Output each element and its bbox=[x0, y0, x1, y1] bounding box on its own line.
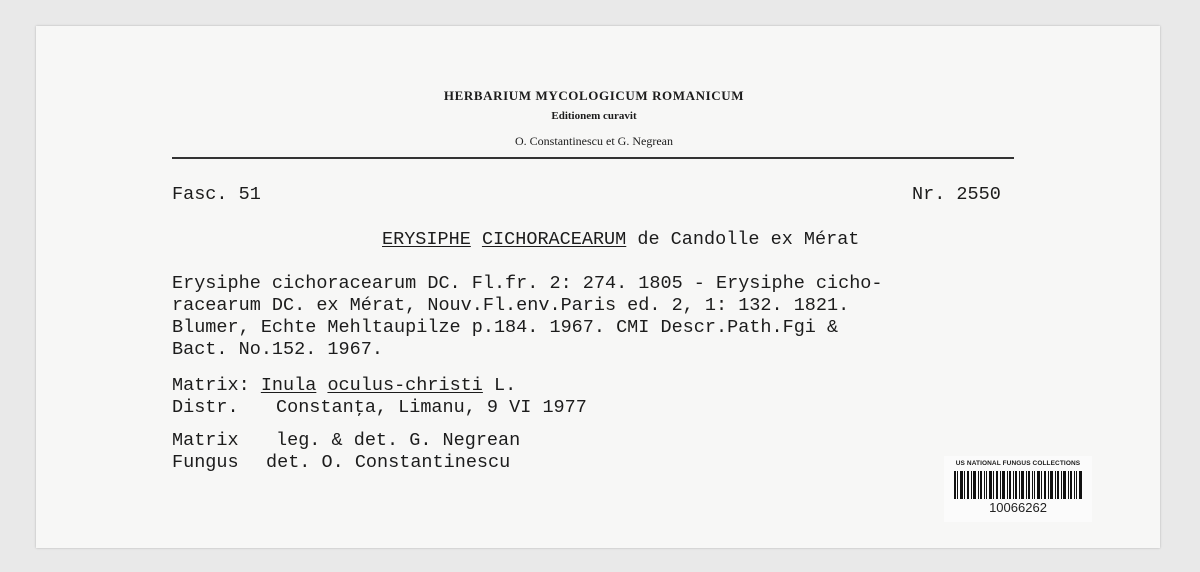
reference-line: racearum DC. ex Mérat, Nouv.Fl.env.Paris ed. 2, 1: 132. 1821. bbox=[172, 295, 850, 316]
species-authority: de Candolle ex Mérat bbox=[637, 229, 860, 250]
fungus-value: det. O. Constantinescu bbox=[266, 452, 511, 473]
host-author: L. bbox=[494, 375, 517, 396]
matrix-label: Matrix: bbox=[172, 375, 250, 396]
herbarium-editors: O. Constantinescu et G. Negrean bbox=[515, 134, 673, 148]
species-epithet: CICHORACEARUM bbox=[481, 229, 627, 250]
distribution-label: Distr. bbox=[172, 397, 239, 418]
fascicle-number: Fasc. 51 bbox=[172, 184, 261, 205]
exsiccata-number: Nr. 2550 bbox=[912, 184, 1001, 205]
barcode-number: 10066262 bbox=[989, 500, 1047, 515]
barcode-icon bbox=[954, 471, 1082, 499]
host-epithet: oculus-christi bbox=[327, 375, 483, 396]
collector-value: leg. & det. G. Negrean bbox=[276, 430, 521, 451]
collector-label: Matrix bbox=[172, 430, 239, 451]
fungus-label: Fungus bbox=[172, 452, 239, 473]
species-name bbox=[382, 229, 859, 250]
barcode-label bbox=[944, 456, 1092, 522]
species-genus: ERYSIPHE bbox=[382, 229, 471, 250]
host-genus: Inula bbox=[260, 375, 317, 396]
herbarium-subtitle: Editionem curavit bbox=[551, 110, 637, 122]
matrix-line bbox=[172, 375, 516, 396]
reference-line: Bact. No.152. 1967. bbox=[172, 339, 383, 360]
barcode-institution: US NATIONAL FUNGUS COLLECTIONS bbox=[955, 460, 1081, 467]
header-divider bbox=[172, 157, 1014, 159]
reference-line: Erysiphe cichoracearum DC. Fl.fr. 2: 274. 1805 - Erysiphe cicho- bbox=[172, 273, 883, 294]
reference-line: Blumer, Echte Mehltaupilze p.184. 1967. CMI Descr.Path.Fgi & bbox=[172, 317, 839, 338]
distribution-value: Constanţa, Limanu, 9 VI 1977 bbox=[276, 397, 587, 418]
herbarium-title: HERBARIUM MYCOLOGICUM ROMANICUM bbox=[443, 88, 745, 103]
